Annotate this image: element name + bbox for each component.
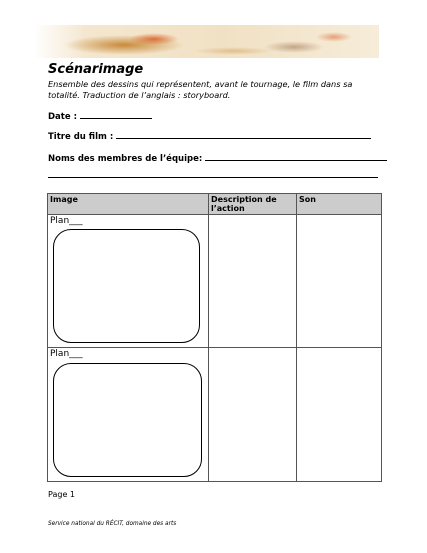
definition-text: Ensemble des dessins qui représentent, avant le tournage, le film dans sa totalité. Traduction de l’anglais : storyboard. bbox=[48, 79, 353, 100]
description-cell[interactable] bbox=[209, 215, 297, 348]
team-names-label: Noms des membres de l’équipe: bbox=[48, 154, 203, 164]
film-title-label: Titre du film : bbox=[48, 132, 114, 142]
image-cell[interactable] bbox=[48, 215, 209, 348]
date-blank-line[interactable] bbox=[80, 110, 152, 119]
sound-cell[interactable] bbox=[297, 348, 382, 482]
date-field[interactable] bbox=[48, 110, 152, 122]
description-cell[interactable] bbox=[209, 348, 297, 482]
film-title-field[interactable] bbox=[48, 130, 371, 142]
table-row bbox=[48, 348, 382, 482]
document-title: Scénarimage bbox=[48, 62, 144, 77]
header-banner-image bbox=[34, 25, 379, 58]
team-names-blank-line[interactable] bbox=[205, 152, 387, 161]
drawing-frame[interactable] bbox=[53, 229, 200, 343]
footer-credit: Service national du RÉCIT, domaine des arts bbox=[48, 521, 177, 527]
plan-label: Plan___ bbox=[50, 349, 83, 359]
table-header-row bbox=[48, 194, 382, 215]
storyboard-table bbox=[47, 193, 382, 482]
page-number: Page 1 bbox=[48, 490, 75, 499]
plan-label: Plan___ bbox=[50, 216, 83, 226]
table-row bbox=[48, 215, 382, 348]
date-label: Date : bbox=[48, 112, 77, 122]
sound-cell[interactable] bbox=[297, 215, 382, 348]
header-image: Image bbox=[48, 194, 209, 215]
header-description: Description de l’action bbox=[209, 194, 297, 215]
header-son: Son bbox=[297, 194, 382, 215]
team-names-field[interactable] bbox=[48, 152, 387, 164]
image-cell[interactable] bbox=[48, 348, 209, 482]
film-title-blank-line[interactable] bbox=[116, 130, 371, 139]
extra-blank-line[interactable] bbox=[48, 177, 378, 178]
drawing-frame[interactable] bbox=[53, 363, 202, 477]
